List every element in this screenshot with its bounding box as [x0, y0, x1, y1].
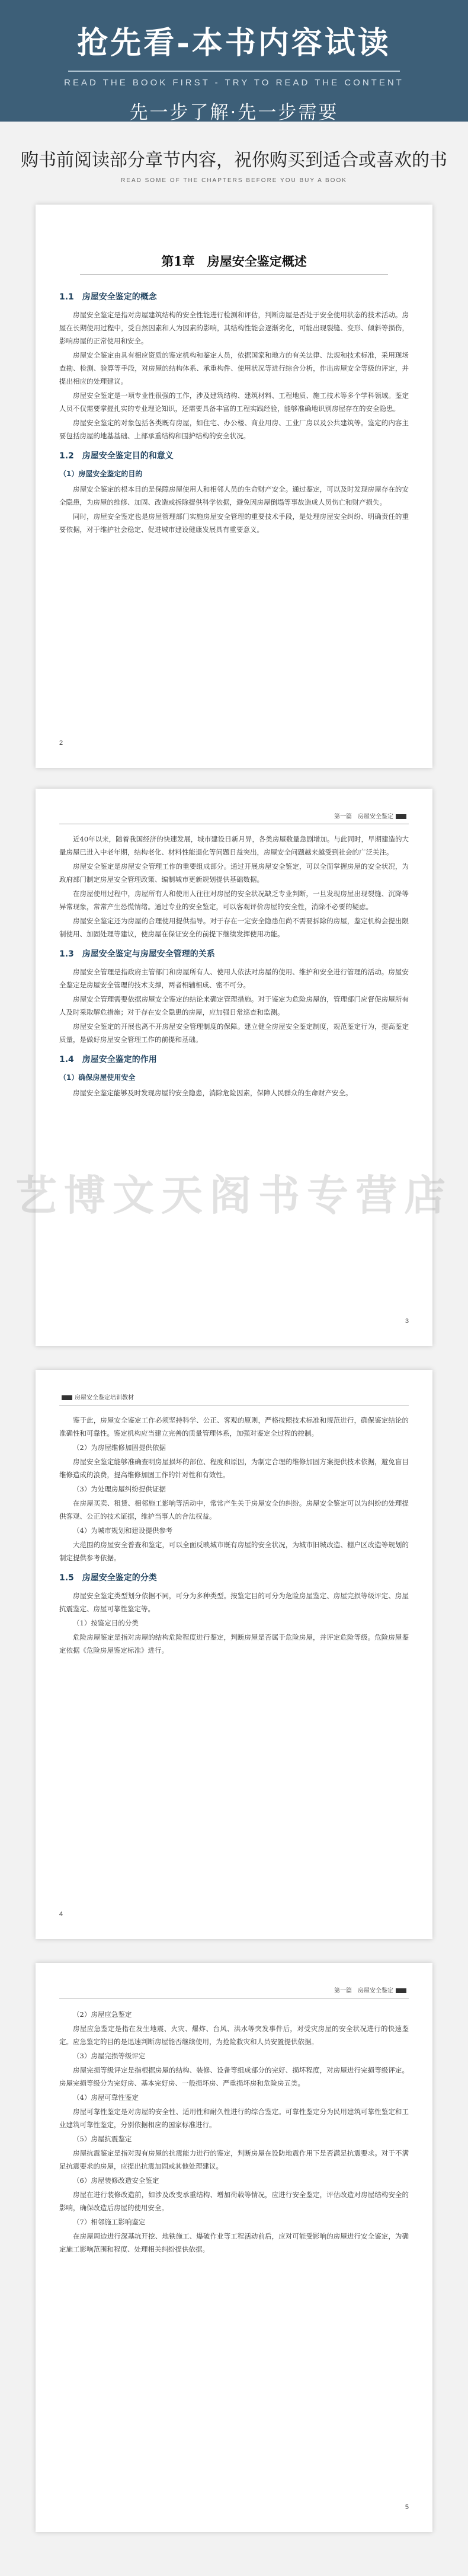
- paragraph: 房屋抗震鉴定是指对现有房屋的抗震能力进行的鉴定，判断房屋在设防地震作用下是否满足抗震要求。对于不满足抗震要求的房屋，应提出抗震加固或其他处理建议。: [59, 2149, 409, 2170]
- list-item: （1）按鉴定目的分类: [73, 1619, 139, 1627]
- paragraph: 在房屋使用过程中，房屋所有人和使用人往往对房屋的安全状况缺乏专业判断，一旦发现房屋出现裂缝、沉降等异常现象，常常产生恐慌情绪。通过专业的安全鉴定，可以客观评价房屋的安全性，消除不必要的疑虑。: [59, 890, 409, 911]
- list-item: （4）为城市规划和建设提供参考: [73, 1526, 173, 1535]
- paragraph: 大范围的房屋安全普查和鉴定，可以全面反映城市既有房屋的安全状况，为城市旧城改造、棚户区改造等规划的制定提供参考依据。: [59, 1541, 409, 1562]
- page-number: 3: [405, 1318, 409, 1325]
- banner-subtitle-en: READ THE BOOK FIRST - TRY TO READ THE CONTENT: [64, 78, 404, 88]
- section-title: 1.2 房屋安全鉴定目的和意义: [59, 451, 174, 461]
- paragraph: 房屋安全鉴定是指对房屋建筑结构的安全性能进行检测和评估，判断房屋是否处于安全使用状态的技术活动。房屋在长期使用过程中，受自然因素和人为因素的影响，其结构性能会逐渐劣化，可能出现裂缝、变形、倾斜等损伤，影响房屋的正常使用和安全。: [59, 311, 409, 345]
- section-title: 1.5 房屋安全鉴定的分类: [59, 1573, 157, 1583]
- book-page-3: [36, 1370, 432, 1939]
- paragraph: 危险房屋鉴定是指对房屋的结构危险程度进行鉴定，判断房屋是否属于危险房屋，并评定危险等级。危险房屋鉴定依据《危险房屋鉴定标准》进行。: [59, 1633, 409, 1654]
- paragraph: 房屋安全鉴定能够及时发现房屋的安全隐患，消除危险因素，保障人民群众的生命财产安全。: [73, 1089, 352, 1097]
- header-mark-icon: [396, 814, 406, 819]
- paragraph: 房屋安全鉴定的对象包括各类既有房屋，如住宅、办公楼、商业用房、工业厂房以及公共建筑等。鉴定的内容主要包括房屋的地基基础、上部承重结构和围护结构的安全状况。: [59, 419, 409, 440]
- header-mark-icon: [62, 1395, 72, 1400]
- book-page-2: [36, 789, 432, 1346]
- running-header: [59, 1963, 409, 1998]
- list-item: （3）为处理房屋纠纷提供证据: [73, 1485, 166, 1493]
- list-item: （6）房屋装修改造安全鉴定: [73, 2176, 159, 2185]
- paragraph: 房屋安全鉴定能够准确查明房屋损坏的部位、程度和原因，为制定合理的维修加固方案提供技术依据，避免盲目维修造成的浪费，提高维修加固工作的针对性和有效性。: [59, 1458, 409, 1479]
- paragraph: 房屋完损等级评定是指根据房屋的结构、装修、设备等组成部分的完好、损坏程度，对房屋进行完损等级评定。房屋完损等级分为完好房、基本完好房、一般损坏房、严重损坏房和危险房五类。: [59, 2066, 409, 2087]
- page-number: 2: [59, 739, 63, 747]
- paragraph: 在房屋买卖、租赁、相邻施工影响等活动中，常常产生关于房屋安全的纠纷。房屋安全鉴定可以为纠纷的处理提供客观、公正的技术证据，维护当事人的合法权益。: [59, 1499, 409, 1520]
- list-item: （2）房屋应急鉴定: [73, 2010, 132, 2019]
- page-number: 5: [405, 2504, 409, 2511]
- banner-divider: [68, 71, 400, 72]
- paragraph: 在房屋周边进行深基坑开挖、地铁施工、爆破作业等工程活动前后，应对可能受影响的房屋进行安全鉴定，为确定施工影响范围和程度、处理相关纠纷提供依据。: [59, 2232, 409, 2253]
- section-title: 1.1 房屋安全鉴定的概念: [59, 292, 157, 302]
- paragraph: 房屋应急鉴定是指在发生地震、火灾、爆炸、台风、洪水等突发事件后，对受灾房屋的安全状况进行的快速鉴定。应急鉴定的目的是迅速判断房屋能否继续使用，为抢险救灾和人员安置提供依据。: [59, 2025, 409, 2046]
- banner-title: 抢先看-本书内容试读: [77, 25, 391, 61]
- subsection-title: （1）房屋安全鉴定的目的: [59, 470, 143, 478]
- promo-text-en: READ SOME OF THE CHAPTERS BEFORE YOU BUY A BOOK: [121, 177, 347, 184]
- paragraph: 房屋安全鉴定是房屋安全管理工作的重要组成部分。通过开展房屋安全鉴定，可以全面掌握房屋的安全状况，为政府部门制定房屋安全管理政策、编制城市更新规划提供基础数据。: [59, 862, 409, 884]
- paragraph: 房屋安全鉴定由具有相应资质的鉴定机构和鉴定人员，依据国家和地方的有关法律、法规和技术标准，采用现场查勘、检测、验算等手段，对房屋的结构体系、承重构件、使用状况等进行综合分析，作出房屋安全等级的评定，并提出相应的处理建议。: [59, 351, 409, 385]
- paragraph: 房屋在进行装修改造前，如涉及改变承重结构、增加荷载等情况，应进行安全鉴定，评估改造对房屋结构安全的影响，确保改造后房屋的使用安全。: [59, 2191, 409, 2212]
- running-header-text: 第一篇 房屋安全鉴定: [334, 811, 409, 820]
- paragraph: 房屋安全管理是指政府主管部门和房屋所有人、使用人依法对房屋的使用、维护和安全进行管理的活动。房屋安全鉴定是房屋安全管理的技术支撑，两者相辅相成、密不可分。: [59, 968, 409, 989]
- running-header-text: 第一篇 房屋安全鉴定: [334, 1985, 409, 1994]
- running-header: [59, 1370, 409, 1405]
- page-number: 4: [59, 1911, 63, 1918]
- paragraph: 房屋安全鉴定的开展也离不开房屋安全管理制度的保障。建立健全房屋安全鉴定制度，规范鉴定行为，提高鉴定质量，是做好房屋安全管理工作的前提和基础。: [59, 1022, 409, 1044]
- header-banner: [0, 0, 468, 122]
- header-mark-icon: [396, 1988, 406, 1993]
- list-item: （7）相邻施工影响鉴定: [73, 2218, 146, 2226]
- book-page-1: [36, 205, 432, 768]
- list-item: （5）房屋抗震鉴定: [73, 2135, 132, 2143]
- book-page-4: [36, 1963, 432, 2532]
- banner-slogan: 先一步了解·先一步需要: [129, 102, 339, 123]
- paragraph: 同时，房屋安全鉴定也是房屋管理部门实施房屋安全管理的重要技术手段，是处理房屋安全纠纷、明确责任的重要依据，对于维护社会稳定、促进城市建设健康发展具有重要意义。: [59, 512, 409, 534]
- paragraph: 房屋安全鉴定的根本目的是保障房屋使用人和相邻人员的生命财产安全。通过鉴定，可以及时发现房屋存在的安全隐患，为房屋的维修、加固、改造或拆除提供科学依据，避免因房屋倒塌等事故造成人员伤亡和财产损失。: [59, 485, 409, 506]
- paragraph: 房屋安全鉴定还为房屋的合理使用提供指导。对于存在一定安全隐患但尚不需要拆除的房屋，鉴定机构会提出限制使用、加固处理等建议，使房屋在保证安全的前提下继续发挥使用功能。: [59, 917, 409, 938]
- paragraph: 房屋安全管理需要依据房屋安全鉴定的结论来确定管理措施。对于鉴定为危险房屋的，管理部门应督促房屋所有人及时采取解危措施；对于存在安全隐患的房屋，应加强日常巡查和监测。: [59, 995, 409, 1016]
- promo-text: 购书前阅读部分章节内容，祝你购买到适合或喜欢的书: [21, 150, 447, 171]
- shop-watermark: 艺博文天阁书专营店: [15, 1171, 453, 1220]
- running-header: [59, 789, 409, 824]
- paragraph: 房屋可靠性鉴定是对房屋的安全性、适用性和耐久性进行的综合鉴定。可靠性鉴定分为民用建筑可靠性鉴定和工业建筑可靠性鉴定，分别依据相应的国家标准进行。: [59, 2108, 409, 2129]
- subsection-title: （1）确保房屋使用安全: [59, 1073, 136, 1082]
- section-title: 1.4 房屋安全鉴定的作用: [59, 1055, 157, 1064]
- running-header-text: 房屋安全鉴定培训教材: [59, 1392, 134, 1401]
- paragraph: 房屋安全鉴定是一项专业性很强的工作，涉及建筑结构、建筑材料、工程地质、施工技术等多个学科领域。鉴定人员不仅需要掌握扎实的专业理论知识，还需要具备丰富的工程实践经验，能够准确地识别房屋存在的安全隐患。: [59, 391, 409, 413]
- paragraph: 近40年以来，随着我国经济的快速发展，城市建设日新月异，各类房屋数量急剧增加。与此同时，早期建造的大量房屋已进入中老年期，结构老化、材料性能退化等问题日益突出，房屋安全问题越来越受到社会的广泛关注。: [59, 835, 409, 856]
- paragraph: 房屋安全鉴定类型划分依据不同，可分为多种类型。按鉴定目的可分为危险房屋鉴定、房屋完损等级评定、房屋抗震鉴定、房屋可靠性鉴定等。: [59, 1592, 409, 1613]
- list-item: （4）房屋可靠性鉴定: [73, 2093, 139, 2102]
- chapter-title: 第1章 房屋安全鉴定概述: [161, 254, 307, 269]
- list-item: （2）为房屋维修加固提供依据: [73, 1443, 166, 1452]
- section-title: 1.3 房屋安全鉴定与房屋安全管理的关系: [59, 949, 215, 959]
- paragraph: 鉴于此，房屋安全鉴定工作必须坚持科学、公正、客观的原则，严格按照技术标准和规范进行，确保鉴定结论的准确性和可靠性。鉴定机构应当建立完善的质量管理体系，加强对鉴定全过程的控制。: [59, 1416, 409, 1437]
- list-item: （3）房屋完损等级评定: [73, 2052, 146, 2060]
